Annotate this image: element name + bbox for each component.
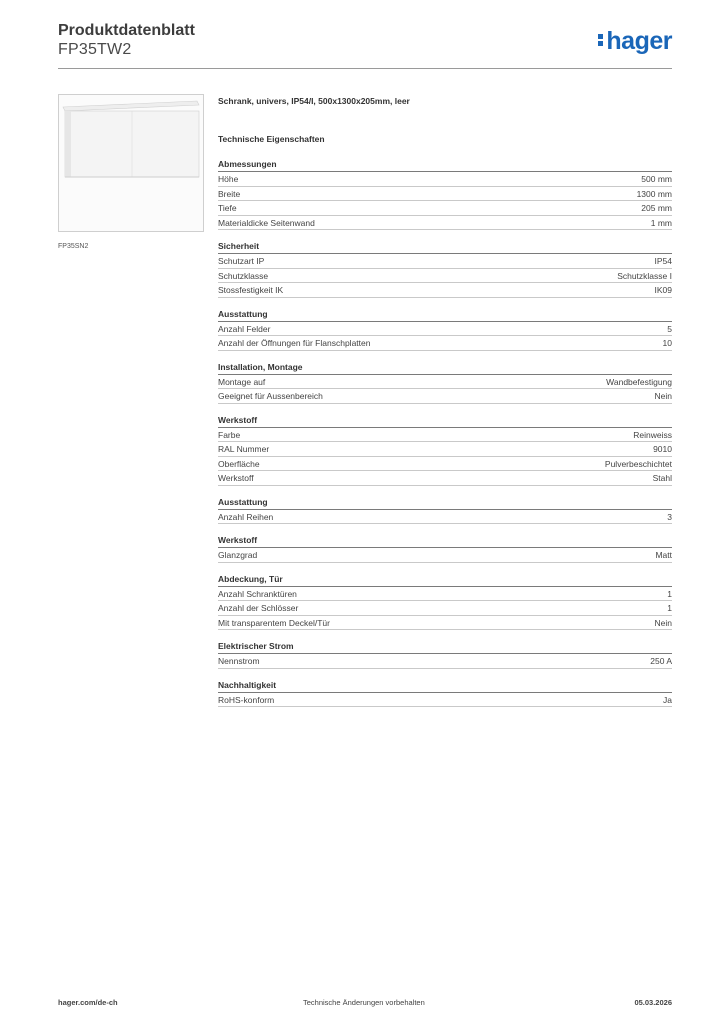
- section-title: Installation, Montage: [218, 362, 672, 375]
- property-row: [218, 654, 672, 669]
- property-value: Nein: [654, 391, 672, 401]
- property-label: Glanzgrad: [218, 550, 258, 560]
- property-value: 1: [667, 603, 672, 613]
- section-title: Werkstoff: [218, 535, 672, 548]
- property-label: Materialdicke Seitenwand: [218, 217, 315, 228]
- property-row: [218, 254, 672, 269]
- property-row: [218, 269, 672, 284]
- image-caption: FP35SN2: [58, 243, 89, 250]
- section-title: Ausstattung: [218, 309, 672, 322]
- property-section: [218, 362, 672, 404]
- property-label: Schutzklasse: [218, 270, 269, 281]
- section-title: Nachhaltigkeit: [218, 680, 672, 693]
- product-image: [58, 94, 204, 232]
- property-row: [218, 428, 672, 443]
- property-row: [218, 375, 672, 390]
- property-label: Mit transparentem Deckel/Tür: [218, 617, 330, 628]
- property-value: 1 mm: [650, 217, 672, 228]
- property-label: Anzahl Reihen: [218, 511, 274, 522]
- property-label: RAL Nummer: [218, 444, 270, 454]
- property-value: 1: [667, 588, 672, 599]
- datasheet-content: [218, 96, 672, 707]
- page-header: [58, 22, 672, 59]
- property-value: 250 A: [650, 656, 672, 666]
- section-title: Elektrischer Strom: [218, 641, 672, 654]
- property-row: [218, 548, 672, 563]
- technical-properties-heading: Technische Eigenschaften: [218, 134, 325, 144]
- property-value: Schutzklasse I: [617, 270, 672, 281]
- property-value: Nein: [654, 617, 672, 628]
- property-label: Stossfestigkeit IK: [218, 285, 284, 295]
- section-title: Abmessungen: [218, 159, 672, 172]
- cabinet-illustration-icon: [59, 95, 203, 231]
- property-row: [218, 201, 672, 216]
- property-label: RoHS-konform: [218, 694, 275, 705]
- property-section: [218, 241, 672, 298]
- property-section: [218, 574, 672, 631]
- property-value: 1300 mm: [636, 188, 672, 199]
- footer-date: 05.03.2026: [634, 998, 672, 1007]
- document-title: Produktdatenblatt: [58, 22, 195, 39]
- footer-website: hager.com/de-ch: [58, 998, 118, 1007]
- property-row: [218, 389, 672, 404]
- property-label: Farbe: [218, 429, 241, 440]
- property-section: [218, 159, 672, 230]
- property-row: [218, 336, 672, 351]
- property-row: [218, 187, 672, 202]
- property-row: [218, 442, 672, 457]
- property-value: Ja: [663, 694, 672, 705]
- property-label: Nennstrom: [218, 656, 260, 666]
- property-row: [218, 693, 672, 708]
- section-title: Sicherheit: [218, 241, 672, 254]
- property-label: Anzahl Felder: [218, 323, 271, 334]
- property-value: Reinweiss: [633, 429, 672, 440]
- property-label: Tiefe: [218, 203, 237, 213]
- property-value: Stahl: [652, 473, 672, 483]
- property-section: [218, 535, 672, 563]
- header-divider: [58, 68, 672, 69]
- section-title: Ausstattung: [218, 497, 672, 510]
- property-section: [218, 415, 672, 486]
- property-row: [218, 510, 672, 525]
- product-code: FP35TW2: [58, 41, 132, 58]
- property-label: Anzahl der Schlösser: [218, 603, 299, 613]
- property-row: [218, 283, 672, 298]
- property-value: 205 mm: [641, 203, 672, 213]
- property-value: 5: [667, 323, 672, 334]
- property-row: [218, 322, 672, 337]
- property-label: Werkstoff: [218, 473, 254, 483]
- property-label: Geeignet für Aussenbereich: [218, 391, 323, 401]
- property-value: IK09: [654, 285, 672, 295]
- property-row: [218, 601, 672, 616]
- property-row: [218, 457, 672, 472]
- section-title: Werkstoff: [218, 415, 672, 428]
- property-section: [218, 309, 672, 351]
- property-label: Schutzart IP: [218, 256, 265, 266]
- logo-dots-icon: [598, 32, 603, 48]
- property-sections: [218, 159, 672, 707]
- hager-logo: [598, 27, 672, 56]
- property-value: IP54: [654, 256, 672, 266]
- property-label: Breite: [218, 188, 241, 199]
- property-label: Montage auf: [218, 376, 266, 387]
- property-value: Wandbefestigung: [606, 376, 672, 387]
- property-label: Höhe: [218, 174, 239, 184]
- property-value: 9010: [653, 444, 672, 454]
- property-value: 10: [662, 338, 672, 348]
- property-row: [218, 616, 672, 631]
- property-section: [218, 497, 672, 525]
- property-value: 3: [667, 511, 672, 522]
- product-description: Schrank, univers, IP54/I, 500x1300x205mm, leer: [218, 96, 410, 106]
- property-label: Anzahl Schranktüren: [218, 588, 297, 599]
- property-row: [218, 587, 672, 602]
- section-title: Abdeckung, Tür: [218, 574, 672, 587]
- property-label: Anzahl der Öffnungen für Flanschplatten: [218, 338, 371, 348]
- property-label: Oberfläche: [218, 458, 260, 469]
- property-value: Matt: [655, 550, 672, 560]
- property-section: [218, 680, 672, 708]
- logo-text: hager: [606, 27, 672, 55]
- property-row: [218, 172, 672, 187]
- property-section: [218, 641, 672, 669]
- footer-disclaimer: Technische Änderungen vorbehalten: [303, 998, 425, 1007]
- property-value: 500 mm: [641, 174, 672, 184]
- property-row: [218, 471, 672, 486]
- property-row: [218, 216, 672, 231]
- property-value: Pulverbeschichtet: [604, 458, 672, 469]
